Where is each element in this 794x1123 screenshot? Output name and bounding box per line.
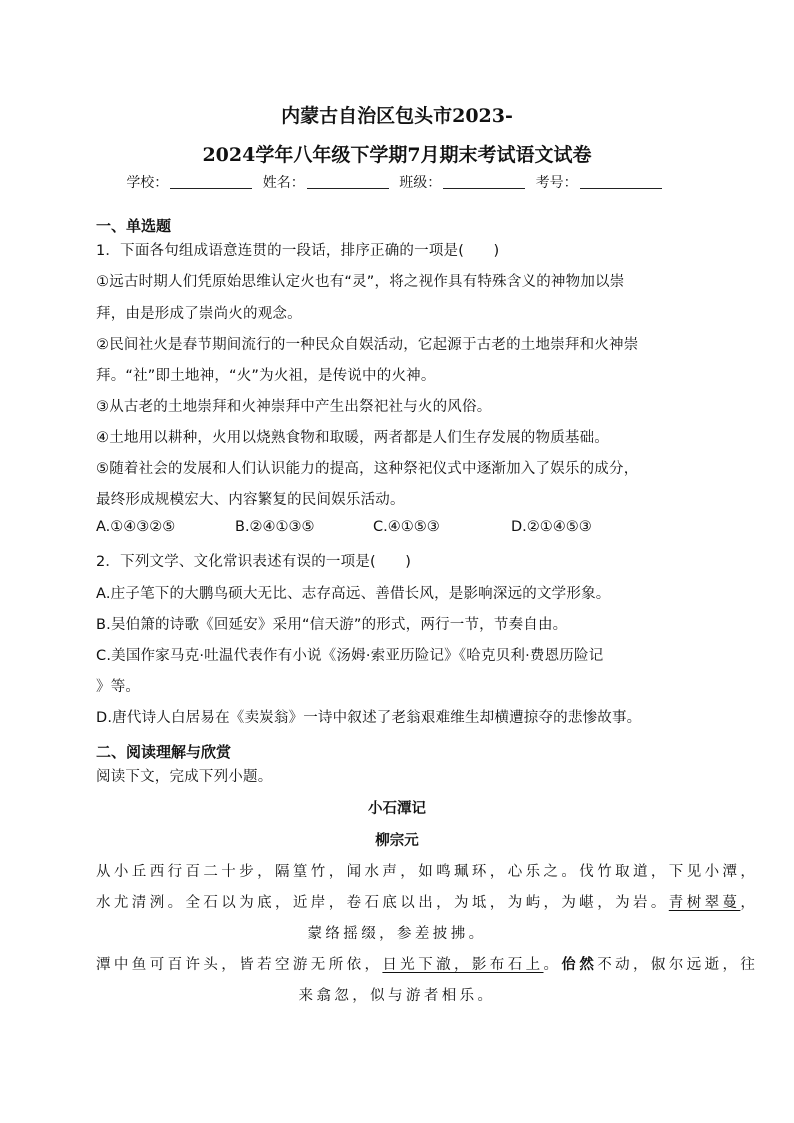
school-blank[interactable] [170,174,252,189]
q2-option-c-line1[interactable]: C.美国作家马克·吐温代表作有小说《汤姆·索亚历险记》《哈克贝利·费恩历险记 [96,648,604,664]
q1-sentence-5b: 最终形成规模宏大、内容繁复的民间娱乐活动。 [96,492,405,508]
passage-line-2-end: ， [740,895,759,911]
q1-stem: 1．下面各句组成语意连贯的一段话，排序正确的一项是( ) [96,243,500,259]
q2-option-c-line2[interactable]: 》等。 [96,679,141,695]
passage-line-4-period: 。 [543,957,562,973]
underlined-phrase-2: 日光下澈，影布石上 [382,957,544,973]
q2-option-d[interactable]: D.唐代诗人白居易在《卖炭翁》一诗中叙述了老翁艰难维生却横遭掠夺的悲惨故事。 [96,710,642,726]
q2-stem: 2．下列文学、文化常识表述有误的一项是( ) [96,554,412,570]
q1-sentence-1a: ①远古时期人们凭原始思维认定火也有“灵”，将之视作具有特殊含义的神物加以崇 [96,274,625,290]
exam-title-line1: 内蒙古自治区包头市2023- [281,105,513,127]
q2-option-b[interactable]: B.吴伯箫的诗歌《回延安》采用“信天游”的形式，两行一节，节奏自由。 [96,617,568,633]
class-label: 班级： [399,175,442,191]
student-info-row [0,172,794,192]
passage-author: 柳宗元 [375,832,419,849]
underlined-phrase-1: 青树翠蔓 [668,895,741,911]
passage-title: 小石潭记 [368,800,426,817]
exam-number-label: 考号： [535,175,578,191]
passage-line-3: 蒙络摇缀，参差披拂。 [307,926,487,942]
reading-instruction: 阅读下文，完成下列小题。 [96,769,273,785]
passage-line-4 [96,953,759,974]
section-heading-single-choice: 一、单选题 [96,217,172,235]
bold-word: 佁然 [561,956,598,973]
q1-option-d[interactable]: D.②①④⑤③ [511,519,592,535]
q1-option-a[interactable]: A.①④③②⑤ [96,519,176,535]
exam-number-blank[interactable] [580,174,662,189]
passage-line-2 [96,891,759,912]
q1-sentence-2b: 拜。“社”即土地神，“火”为火祖，是传说中的火神。 [96,368,436,384]
q1-sentence-3: ③从古老的土地崇拜和火神崇拜中产生出祭祀社与火的风俗。 [96,399,492,415]
class-blank[interactable] [443,174,525,189]
name-label: 姓名： [262,175,305,191]
q1-sentence-2a: ②民间社火是春节期间流行的一种民众自娱活动，它起源于古老的土地崇拜和火神崇 [96,337,639,353]
q2-option-a[interactable]: A.庄子笔下的大鹏鸟硕大无比、志存高远、善借长风，是影响深远的文学形象。 [96,586,611,602]
school-label: 学校： [126,175,169,191]
passage-line-2-text: 水尤清洌。全石以为底，近岸，卷石底以出，为坻，为屿，为嵁，为岩。 [96,895,669,911]
passage-line-4-end: 不动，俶尔远逝，往 [597,957,759,973]
exam-title-line2: 2024学年八年级下学期7月期末考试语文试卷 [202,144,592,166]
passage-line-1: 从小丘西行百二十步，隔篁竹，闻水声，如鸣珮环，心乐之。伐竹取道，下见小潭， [96,864,759,880]
q1-option-b[interactable]: B.②④①③⑤ [235,519,315,535]
q1-sentence-1b: 拜，由是形成了崇尚火的观念。 [96,306,302,322]
q1-sentence-5a: ⑤随着社会的发展和人们认识能力的提高，这种祭祀仪式中逐渐加入了娱乐的成分， [96,461,639,477]
q1-sentence-4: ④土地用以耕种，火用以烧熟食物和取暖，两者都是人们生存发展的物质基础。 [96,430,609,446]
section-heading-reading: 二、阅读理解与欣赏 [96,743,232,761]
name-blank[interactable] [307,174,389,189]
q1-option-c[interactable]: C.④①⑤③ [373,519,440,535]
passage-line-5: 来翕忽，似与游者相乐。 [298,988,496,1004]
passage-line-4-text: 潭中鱼可百许头，皆若空游无所依， [96,957,383,973]
